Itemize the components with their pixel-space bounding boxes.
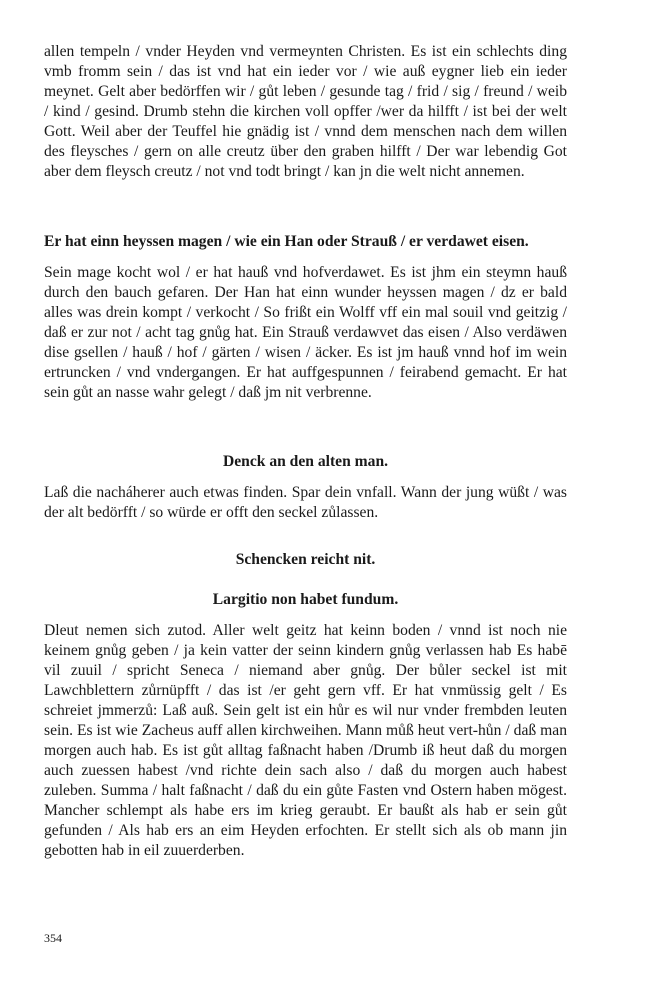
paragraph-nachaherer: Laß die nacháherer auch etwas finden. Spar dein vnfall. Wann der jung wüßt / was der alt bedörfft / so würde er offt den seckel zůlassen. — [44, 484, 567, 521]
heading-schencken: Schencken reicht nit. — [235, 551, 376, 568]
heading-alten-man: Denck an den alten man. — [222, 453, 389, 470]
paragraph-mage: Sein mage kocht wol / er hat hauß vnd hofverdawet. Es ist jhm ein steymn hauß durch den bauch gefaren. Der Han hat einn wunder heyssen magen / dz er bald alles was drein kompt / verkocht / So frißt ein Wolff vff ein mal souil vnd geitzig / daß er zur not / acht tag gnůg hat. Ein Strauß verdawvet das eisen / Also verdäwen dise gsellen / hauß / hof / gärten / wisen / äcker. Es ist jm hauß vnnd hof im wein ertruncken / vnd vndergangen. Er hat auffgespunnen / feirabend gemacht. Er hat sein gůt an nasse wahr gelegt / daß jm nit verbrenne. — [44, 264, 567, 401]
page-number: 354 — [44, 931, 62, 945]
paragraph-dleut: Dleut nemen sich zutod. Aller welt geitz hat keinn boden / vnnd ist noch nie keinem gnůg geben / ja kein vatter der seinn kindern gnůg verlassen hab Es habē vil zuuil / spricht Seneca / niemand aber gnůg. Der bůler seckel ist mit Lawchblettern zůrnüpfft / das ist /er geht gern vff. Er hat vnmüssig gelt / Es schreiet jmmerzů: Laß auß. Sein gelt ist ein hůr es wil nur vnder frembden leuten sein. Es ist wie Zacheus auff allen kirchweihen. Mann můß heut vert-hůn / daß man morgen auch hab. Es ist gůt alltag faßnacht haben /Drumb iß heut daß du morgen auch zuessen habest /vnd richte dein sach also / daß du morgen auch habest zuleben. Summa / halt faßnacht / daß du ein gůte Fasten vnd Ostern haben mögest. Mancher schlempt als habe ers im krieg geraubt. Er baußt als hab er sein gůt gefunden / Als hab ers an eim Heyden erfochten. Er stellt sich als ob mann jin gebotten hab in eil zuuerderben. — [44, 622, 567, 859]
paragraph-opening: allen tempeln / vnder Heyden vnd vermeynten Christen. Es ist ein schlechts ding vmb fromm sein / das ist vnd hat ein ieder vor / wie auß eygner lieb ein ieder meynet. Gelt aber bedörffen wir / gůt leben / gesunde tag / frid / sig / freund / weib / kind / gesind. Drumb stehn die kirchen voll opffer /wer da hilfft / ist bei der welt Gott. Weil aber der Teuffel hie gnädig ist / vnnd dem menschen nach dem willen des fleysches / gern on alle creutz über den graben hilfft / Der war lebendig Got aber dem fleysch creutz / not vnd todt bringt / kan jn die welt nicht annemen. — [44, 43, 567, 180]
heading-heyssen-magen: Er hat einn heyssen magen / wie ein Han oder Strauß / er verdawet eisen. — [44, 233, 529, 250]
heading-largitio: Largitio non habet fundum. — [212, 591, 399, 608]
